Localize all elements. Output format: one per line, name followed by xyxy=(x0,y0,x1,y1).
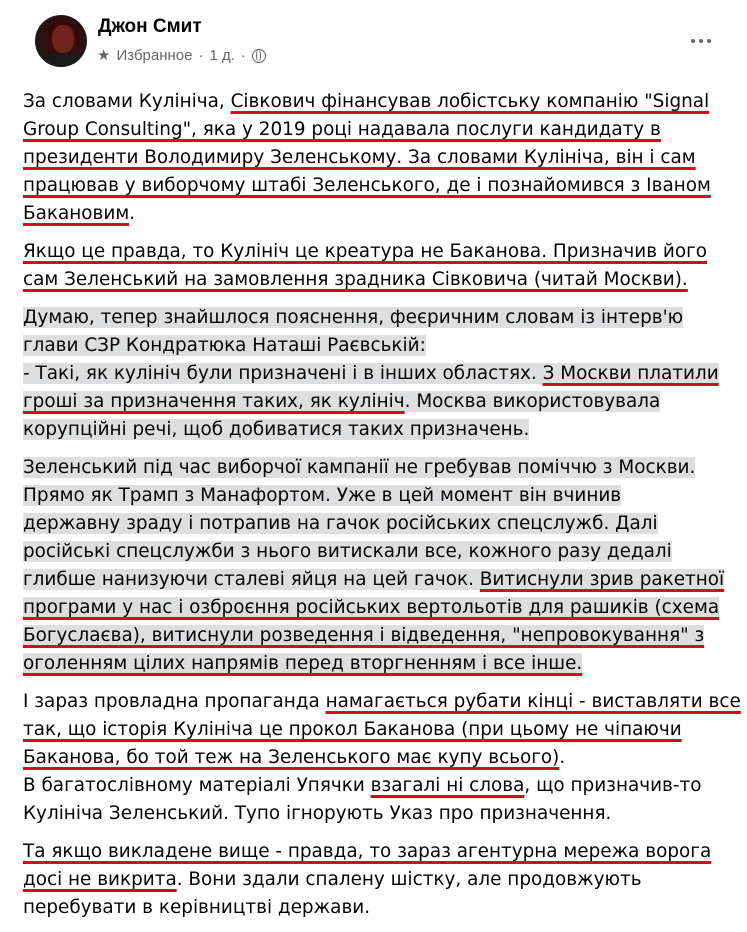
underlined-text: Бакановим xyxy=(23,203,130,224)
underlined-text: взагалі ні слова xyxy=(370,775,525,796)
text-line xyxy=(23,800,735,828)
text-line xyxy=(23,172,735,200)
underlined-text: досі не викрита xyxy=(23,869,177,890)
text-line xyxy=(23,304,735,332)
meta-separator-2: · xyxy=(240,46,246,64)
underlined-text: Баканова, бо той теж на Зеленського має купу всього) xyxy=(23,747,560,768)
text-line xyxy=(23,894,735,922)
text-span: І зараз провладна пропаганда xyxy=(23,691,326,712)
highlighted-text: Думаю, тепер знайшлося пояснення, феєричним словам із інтерв'ю xyxy=(23,307,684,328)
post-header xyxy=(0,0,747,80)
underlined-text: Group Consulting", яка у 2019 році надавала послуги кандидату в xyxy=(23,119,661,140)
meta-separator: · xyxy=(198,46,204,64)
post-body xyxy=(23,88,741,932)
text-line xyxy=(23,622,735,650)
text-line xyxy=(23,650,735,678)
text-line xyxy=(23,772,735,800)
highlighted-text: російські спецслужби з нього витискали все, кожного разу дедалі xyxy=(23,541,672,562)
more-horizontal-icon xyxy=(691,39,695,43)
text-line xyxy=(23,594,735,622)
text-span: В багатослівному матеріалі Упячки xyxy=(23,775,371,796)
text-span: . xyxy=(129,203,136,224)
text-line xyxy=(23,116,735,144)
highlighted-text: . Москва використовувала xyxy=(404,391,661,412)
paragraph-5 xyxy=(23,688,741,828)
text-line xyxy=(23,688,741,716)
text-line xyxy=(23,416,735,444)
underlined-text: так, що історія Кулініча це прокол Баканова (при цьому не чіпаючи xyxy=(23,719,682,740)
text-span: . xyxy=(559,747,566,768)
text-line xyxy=(23,332,735,360)
text-line xyxy=(23,388,735,416)
underlined-text: програми у нас і озброєння російських вертольотів для рашиків (схема xyxy=(23,597,720,618)
text-span: перебувати в керівництві держави. xyxy=(23,897,371,918)
globe-icon[interactable] xyxy=(252,49,266,63)
underlined-text: Якщо це правда, то Кулініч це креатура не Баканова. Призначив його xyxy=(23,241,708,262)
post-time[interactable]: 1 д. xyxy=(209,46,235,64)
avatar-face xyxy=(52,25,74,53)
text-span: . Вони здали спалену шістку, але продовжують xyxy=(176,869,642,890)
text-line xyxy=(23,744,735,772)
highlighted-text: глибше нанизуючи сталеві яйця на цей гачок. xyxy=(23,569,480,590)
avatar[interactable] xyxy=(35,15,87,67)
highlighted-text: глави СЗР Кондратюка Наташі Раєвській: xyxy=(23,335,426,356)
underlined-text: працював у виборчому штабі Зеленського, де і познайомився з Іваном xyxy=(23,175,711,196)
underlined-text: З Москви платили xyxy=(542,363,719,384)
paragraph-2 xyxy=(23,238,735,294)
text-line xyxy=(23,88,735,116)
text-line xyxy=(23,360,735,388)
paragraph-3 xyxy=(23,304,735,444)
text-line xyxy=(23,538,735,566)
highlighted-text: Прямо як Трамп з Манафортом. Уже в цей момент він вчинив xyxy=(23,485,622,506)
text-line xyxy=(23,454,735,482)
text-line xyxy=(23,566,735,594)
text-line xyxy=(23,482,735,510)
text-line xyxy=(23,200,735,228)
text-line xyxy=(23,716,735,744)
text-span: Кулініча Зеленський. Тупо ігнорують Указ про призначення. xyxy=(23,803,612,824)
underlined-text: Богуслаєва), витиснули розведення і відведення, "непровокування" з xyxy=(23,625,705,646)
paragraph-6 xyxy=(23,838,735,922)
underlined-text: президенти Володимиру Зеленському. За словами Кулініча, він і сам xyxy=(23,147,696,168)
more-options-button[interactable] xyxy=(686,26,716,56)
more-dot xyxy=(707,39,711,43)
highlighted-text: Зеленський під час виборчої кампанії не гребував поміччю з Москви. xyxy=(23,457,696,478)
paragraph-4 xyxy=(23,454,735,678)
text-span: , що призначив-то xyxy=(524,775,702,796)
text-line xyxy=(23,866,735,894)
highlighted-text: корупційні речі, щоб добиватися таких призначень. xyxy=(23,419,530,440)
underlined-text: гроші за призначення таких, як кулініч xyxy=(23,391,405,412)
author-name[interactable]: Джон Смит xyxy=(98,16,202,37)
post-meta xyxy=(97,46,266,64)
underlined-text: намагається рубати кінці - виставляти все xyxy=(325,691,741,712)
text-line xyxy=(23,238,735,266)
underlined-text: Сівкович фінансував лобістську компанію "Signal xyxy=(230,91,710,112)
text-line xyxy=(23,838,735,866)
underlined-text: Та якщо викладене вище - правда, то зараз агентурна мережа ворога xyxy=(23,841,712,862)
audience-label[interactable]: Избранное xyxy=(116,46,193,64)
paragraph-1 xyxy=(23,88,735,228)
underlined-text: оголенням цілих напрямів перед вторгненням і все інше. xyxy=(23,653,583,674)
underlined-text: Витиснули зрив ракетної xyxy=(479,569,725,590)
text-line xyxy=(23,266,735,294)
highlighted-text: державну зраду і потрапив на гачок російських спецслужб. Далі xyxy=(23,513,658,534)
more-dot xyxy=(699,39,703,43)
underlined-text: сам Зеленський на замовлення зрадника Сівковича (читай Москви). xyxy=(23,269,688,290)
highlighted-text: - Такі, як кулініч були призначені і в інших областях. xyxy=(23,363,543,384)
text-line xyxy=(23,510,735,538)
text-line xyxy=(23,144,735,172)
avatar-shoulder xyxy=(39,53,87,67)
text-span: За словами Кулініча, xyxy=(23,91,231,112)
star-icon: ★ xyxy=(97,47,111,64)
